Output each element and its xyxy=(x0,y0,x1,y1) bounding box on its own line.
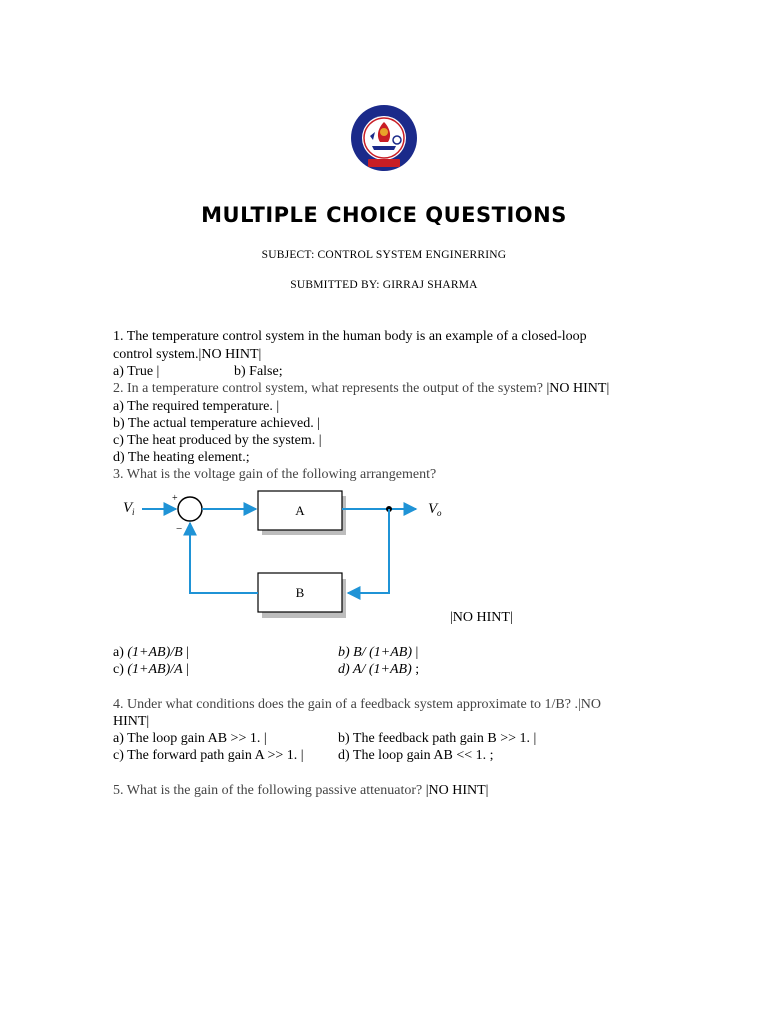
q3-option-b xyxy=(338,644,418,661)
q3-option-a xyxy=(113,644,189,661)
diagram-summing-junction xyxy=(178,497,202,521)
q2-option-a: a) The required temperature. | xyxy=(113,399,280,414)
q4-option-c: c) The forward path gain A >> 1. | xyxy=(113,748,304,763)
q5-question-text: 5. What is the gain of the following passive attenuator? xyxy=(113,783,423,798)
q4-text-line1: 4. Under what conditions does the gain of a feedback system approximate to 1/B? .|NO xyxy=(113,697,602,712)
diagram-plus-sign: + xyxy=(172,493,178,504)
q2-option-d: d) The heating element.; xyxy=(113,450,250,465)
diagram-feedback-arrow-in xyxy=(348,509,389,593)
diagram-output-label: V xyxy=(428,501,438,517)
q3-option-d xyxy=(338,661,419,678)
q3-question: 3. What is the voltage gain of the following arrangement? xyxy=(113,467,437,482)
q3-option-d-suffix: ; xyxy=(411,662,420,677)
q1-option-a: a) True | xyxy=(113,364,160,379)
q2-question xyxy=(113,380,609,397)
q4-option-a: a) The loop gain AB >> 1. | xyxy=(113,731,267,746)
diagram-input-subscript: i xyxy=(132,507,135,517)
logo-figure-head xyxy=(380,128,388,136)
q3-option-c-expr: (1+AB)/A xyxy=(127,662,183,677)
diagram-block-b-label: B xyxy=(295,585,305,600)
q3-option-b-expr: B/ (1+AB) xyxy=(353,645,412,660)
diagram-block-a-label: A xyxy=(295,503,305,518)
q3-option-c-suffix: | xyxy=(182,662,190,677)
q2-option-c: c) The heat produced by the system. | xyxy=(113,433,322,448)
q2-option-b: b) The actual temperature achieved. | xyxy=(113,416,320,431)
diagram-output-subscript: o xyxy=(437,508,442,518)
q1-text-line2: control system.|NO HINT| xyxy=(113,347,262,362)
q4-option-d: d) The loop gain AB << 1. ; xyxy=(338,748,494,763)
q3-option-a-suffix: | xyxy=(182,645,190,660)
feedback-block-diagram xyxy=(110,486,470,626)
q5-hint: |NO HINT| xyxy=(422,783,489,798)
q3-option-a-expr: (1+AB)/B xyxy=(127,645,183,660)
q3-option-b-prefix: b) xyxy=(338,645,354,660)
logo-base xyxy=(372,146,396,150)
q4-text-line2: HINT| xyxy=(113,714,150,729)
q3-option-d-prefix: d) xyxy=(338,662,353,677)
diagram-minus-sign: − xyxy=(176,523,183,535)
q3-option-a-prefix: a) xyxy=(113,645,128,660)
submitted-by-line: SUBMITTED BY: GIRRAJ SHARMA xyxy=(290,279,478,291)
q1-option-b: b) False; xyxy=(234,364,283,379)
q3-option-c-prefix: c) xyxy=(113,662,128,677)
logo-emblem xyxy=(348,102,420,174)
page-title: MULTIPLE CHOICE QUESTIONS xyxy=(201,203,567,227)
diagram-input-label: V xyxy=(123,500,133,516)
q3-option-b-suffix: | xyxy=(412,645,419,660)
subject-line: SUBJECT: CONTROL SYSTEM ENGINERRING xyxy=(261,249,507,261)
q3-option-d-expr: A/ (1+AB) xyxy=(352,662,412,677)
q5-question xyxy=(113,782,488,799)
diagram-feedback-arrow-out xyxy=(190,523,258,593)
logo-banner xyxy=(368,159,400,167)
logo-svg xyxy=(348,102,420,174)
q4-option-b: b) The feedback path gain B >> 1. | xyxy=(338,731,537,746)
q3-hint: |NO HINT| xyxy=(450,610,513,625)
q2-question-text: 2. In a temperature control system, what represents the output of the system? xyxy=(113,381,543,396)
q1-text-line1: 1. The temperature control system in the human body is an example of a closed-loop xyxy=(113,329,587,344)
q2-hint: |NO HINT| xyxy=(543,381,610,396)
q3-option-c xyxy=(113,661,189,678)
